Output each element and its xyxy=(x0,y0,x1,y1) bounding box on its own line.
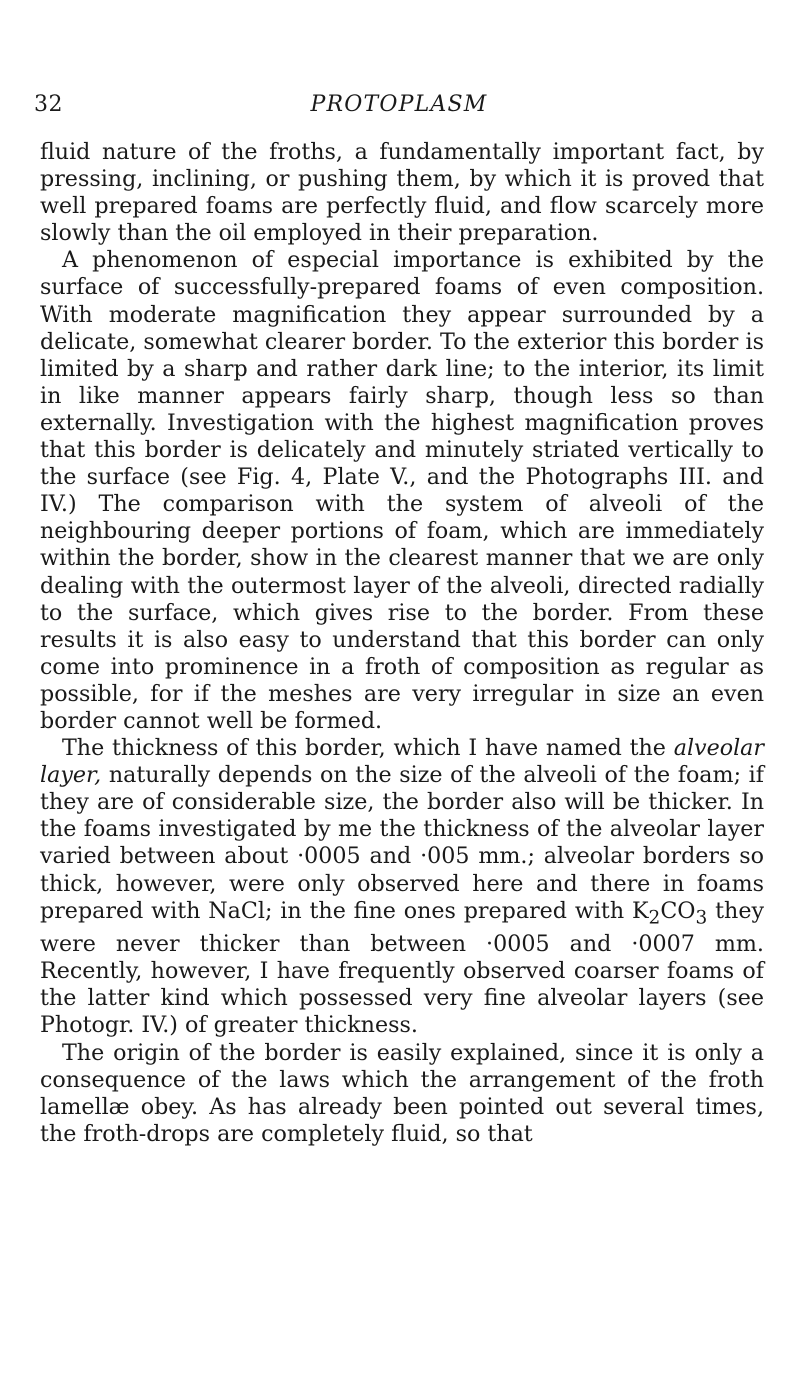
body-text xyxy=(40,139,764,1148)
paragraph-3-text-c: they were never thicker than between ·0005 and ·0007 mm. Recently, however, I have frequently observed coarser foams of the latter kind which possessed very fine alveolar layers (see Photogr. IV.) of greater thickness. xyxy=(40,897,764,1039)
chemical-formula: $K_2CO_3$ xyxy=(631,897,708,929)
paragraph-3-text-a: The thickness of this border, which I have named the xyxy=(62,735,674,762)
paragraph-1: fluid nature of the froths, a fundamentally important fact, by pressing, inclining, or pushing them, by which it is proved that well prepared foams are perfectly fluid, and flow scarcely more slowly than the oil employed in their preparation. xyxy=(40,139,764,247)
paragraph-3 xyxy=(40,735,764,1039)
page-number: 32 xyxy=(34,92,63,117)
paragraph-4: The origin of the border is easily explained, since it is only a consequence of the laws which the arrangement of the froth lamellæ obey. As has already been pointed out several times, the froth-drops are completely fluid, so that xyxy=(40,1039,764,1147)
page-title: PROTOPLASM xyxy=(310,92,488,117)
paragraph-3-text-b: naturally depends on the size of the alveoli of the foam; if they are of considerable size, the border also will be thicker. In the foams investigated by me the thickness of the alveolar layer varied between about ·0005 and ·005 mm.; alveolar borders so thick, however, were only observed here and there in foams prepared with NaCl; in the fine ones prepared with xyxy=(40,762,764,924)
alveolar-layer-term: alveolar layer, xyxy=(40,735,764,789)
paragraph-2: A phenomenon of especial importance is exhibited by the surface of successfully-prepared foams of even composition. With moderate magnification they appear surrounded by a delicate, somewhat clearer border. To the exterior this border is limited by a sharp and rather dark line; to the interior, its limit in like manner appears fairly sharp, though less so than externally. Investigation with the highest magnification proves that this border is delicately and minutely striated vertically to the surface (see Fig. 4, Plate V., and the Photographs III. and IV.) The comparison with the system of alveoli of the neighbouring deeper portions of foam, which are immediately within the border, show in the clearest manner that we are only dealing with the outermost layer of the alveoli, directed radially to the surface, which gives rise to the border. From these results it is also easy to understand that this border can only come into prominence in a froth of composition as regular as possible, for if the meshes are very irregular in size an even border cannot well be formed. xyxy=(40,247,764,734)
running-header xyxy=(34,92,764,128)
